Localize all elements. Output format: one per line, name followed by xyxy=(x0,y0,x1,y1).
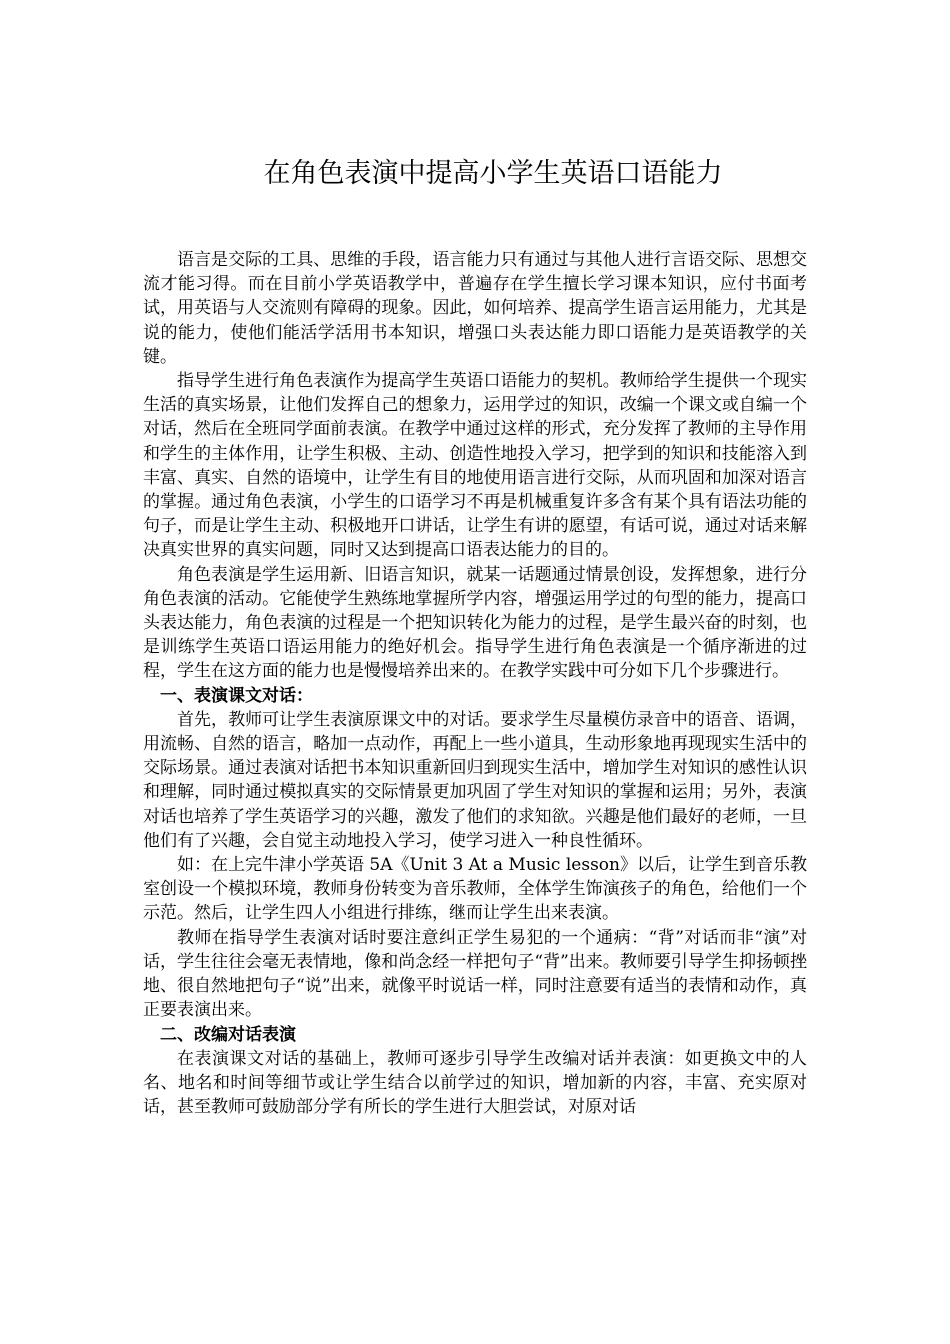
intro-paragraph-2: 指导学生进行角色表演作为提高学生英语口语能力的契机。教师给学生提供一个现实生活的真实场景，让他们发挥自己的想象力，运用学过的知识，改编一个课文或自编一个对话，然后在全班同学面前表演。在教学中通过这样的形式，充分发挥了教师的主导作用和学生的主体作用，让学生积极、主动、创造性地投入学习，把学到的知识和技能溶入到丰富、真实、自然的语境中，让学生有目的地使用语言进行交际，从而巩固和加深对语言的掌握。通过角色表演，小学生的口语学习不再是机械重复许多含有某个具有语法功能的句子，而是让学生主动、积极地开口讲话，让学生有讲的愿望，有话可说，通过对话来解决真实世界的真实问题，同时又达到提高口语表达能力的目的。 xyxy=(143,371,807,561)
intro-paragraph-3: 角色表演是学生运用新、旧语言知识，就某一话题通过情景创设，发挥想象，进行分角色表演的活动。它能使学生熟练地掌握所学内容，增强运用学过的句型的能力，提高口头表达能力，角色表演的过程是一个把知识转化为能力的过程，是学生最兴奋的时刻，也是训练学生英语口语运用能力的绝好机会。指导学生进行角色表演是一个循序渐进的过程，学生在这方面的能力也是慢慢培养出来的。在教学实践中可分如下几个步骤进行。 xyxy=(143,564,807,682)
section-2-heading: 二、改编对话表演 xyxy=(160,1024,296,1045)
document-body xyxy=(143,248,807,1119)
section-1-paragraph-1: 首先，教师可让学生表演原课文中的对话。要求学生尽量模仿录音中的语音、语调，用流畅、自然的语言，略加一点动作，再配上一些小道具，生动形象地再现现实生活中的交际场景。通过表演对话把书本知识重新回归到现实生活中，增加学生对知识的感性认识和理解，同时通过模拟真实的交际情景更加巩固了学生对知识的掌握和运用；另外，表演对话也培养了学生英语学习的兴趣，激发了他们的求知欲。兴趣是他们最好的老师，一旦他们有了兴趣，会自觉主动地投入学习，使学习进入一种良性循环。 xyxy=(143,709,807,851)
section-1-paragraph-3: 教师在指导学生表演对话时要注意纠正学生易犯的一个通病：“背”对话而非“演”对话，学生往往会毫无表情地，像和尚念经一样把句子“背”出来。教师要引导学生抑扬顿挫地、很自然地把句子“说”出来，就像平时说话一样，同时注意要有适当的表情和动作，真正要表演出来。 xyxy=(143,927,807,1021)
section-2-paragraph-1: 在表演课文对话的基础上，教师可逐步引导学生改编对话并表演：如更换文中的人名、地名和时间等细节或让学生结合以前学过的知识，增加新的内容，丰富、充实原对话，甚至教师可鼓励部分学有所长的学生进行大胆尝试，对原对话 xyxy=(143,1048,807,1118)
section-1-paragraph-2: 如：在上完牛津小学英语 5A《Unit 3 At a Music lesson》以后，让学生到音乐教室创设一个模拟环境，教师身份转变为音乐教师，全体学生饰演孩子的角色，给他们一个示范。然后，让学生四人小组进行排练，继而让学生出来表演。 xyxy=(143,855,807,924)
intro-paragraph-1: 语言是交际的工具、思维的手段，语言能力只有通过与其他人进行言语交际、思想交流才能习得。而在目前小学英语教学中，普遍存在学生擅长学习课本知识，应付书面考试，用英语与人交流则有障碍的现象。因此，如何培养、提高学生语言运用能力，尤其是说的能力，使他们能活学活用书本知识，增强口头表达能力即口语能力是英语教学的关键。 xyxy=(143,250,807,367)
section-1-heading: 一、表演课文对话： xyxy=(160,685,313,706)
document-title: 在角色表演中提高小学生英语口语能力 xyxy=(263,158,723,189)
